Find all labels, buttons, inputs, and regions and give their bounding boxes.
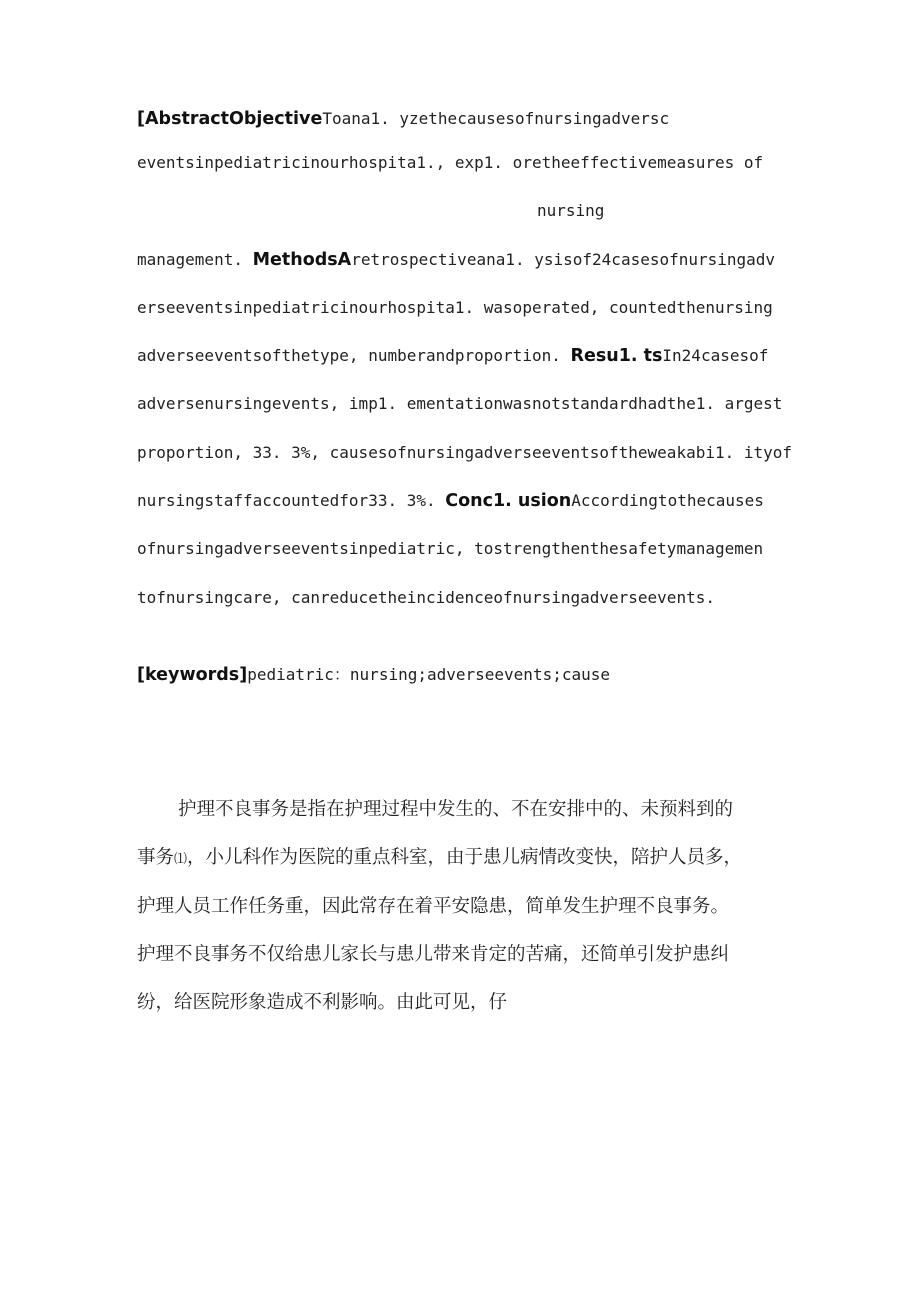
methods-label: MethodsA [252, 250, 352, 270]
abstract-line-4: management. MethodsAretrospectiveana1. ysisof24casesofnursingadv [137, 250, 776, 270]
body-line-3: 护理人员工作任务重，因此常存在着平安隐患，简单发生护理不良事务。 [137, 896, 730, 917]
abstract-line-8: proportion, 33. 3%, causesofnursingadverseeventsoftheweakabi1. ityof [137, 443, 793, 462]
abstract-line-2: eventsinpediatricinourhospita1., exp1. oretheeffectivemeasures of [137, 153, 764, 172]
abstract-line-1: [AbstractObjectiveToana1. yzethecausesofnursingadversc [137, 109, 670, 129]
body-line-1: 护理不良事务是指在护理过程中发生的、不在安排中的、未预料到的 [178, 799, 734, 820]
abstract-line-10: ofnursingadverseeventsinpediatric, tostrengthenthesafetymanagemen [137, 539, 764, 558]
abstract-line-11: tofnursingcare, canreducetheincidenceofnursingadverseevents. [137, 588, 715, 607]
abstract-line-7: adversenursingevents, imp1. ementationwasnotstandardhadthe1. argest [137, 394, 783, 413]
reference-marker: ⑴ [174, 852, 188, 867]
keywords-text: pediatric：nursing;adverseevents;cause [247, 665, 611, 684]
conclusion-label: Conc1. usion [445, 491, 572, 511]
results-label: Resu1. ts [570, 346, 663, 366]
abstract-line-6: adverseeventsofthetype, numberandproportion. Resu1. tsIn24casesof [137, 346, 769, 366]
keywords-line [137, 664, 787, 686]
abstract-objective-label: [AbstractObjective [137, 109, 323, 129]
body-line-2: 事务⑴，小儿科作为医院的重点科室，由于患儿病情改变快，陪护人员多， [137, 847, 743, 868]
abstract-line-3: nursing [537, 201, 605, 220]
abstract-line-5: erseeventsinpediatricinourhospita1. wasoperated, countedthenursing [137, 298, 773, 317]
body-line-5: 纷，给医院形象造成不利影响。由此可见，仔 [137, 992, 508, 1013]
body-line-4: 护理不良事务不仅给患儿家长与患儿带来肯定的苦痛，还简单引发护患纠 [137, 944, 730, 965]
keywords-label: [keywords] [137, 665, 248, 685]
abstract-line-9: nursingstaffaccountedfor33. 3%. Conc1. usionAccordingtothecauses [137, 491, 764, 511]
